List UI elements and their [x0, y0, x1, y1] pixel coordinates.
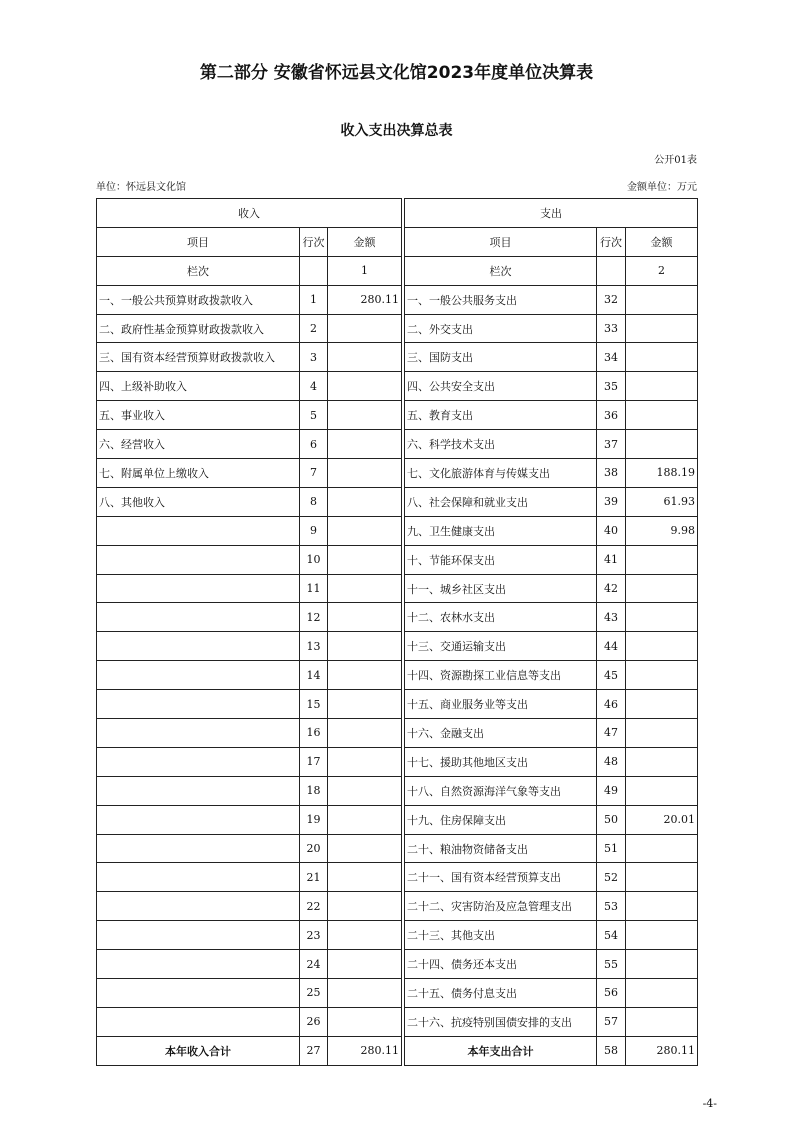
income-item	[97, 603, 300, 632]
table-row	[97, 314, 698, 343]
income-amount	[328, 401, 402, 430]
expense-amount	[626, 690, 698, 719]
expense-row-number: 52	[597, 863, 626, 892]
income-amount	[328, 979, 402, 1008]
income-amount	[328, 834, 402, 863]
expense-amount	[626, 834, 698, 863]
income-amount	[328, 632, 402, 661]
expense-row-number: 54	[597, 921, 626, 950]
header-row-column-index	[97, 256, 698, 285]
income-item: 五、事业收入	[97, 401, 300, 430]
income-item: 八、其他收入	[97, 487, 300, 516]
income-amount: 280.11	[328, 1036, 402, 1065]
income-row-number: 6	[300, 430, 328, 459]
income-amount	[328, 603, 402, 632]
expense-item: 五、教育支出	[405, 401, 597, 430]
income-row-number: 23	[300, 921, 328, 950]
table-title: 收入支出决算总表	[340, 123, 453, 139]
income-amount	[328, 950, 402, 979]
income-item: 三、国有资本经营预算财政拨款收入	[97, 343, 300, 372]
expense-row-number: 36	[597, 401, 626, 430]
expense-item: 十七、援助其他地区支出	[405, 747, 597, 776]
expense-column-label: 栏次	[405, 256, 597, 285]
expense-row-number: 45	[597, 661, 626, 690]
income-row-number: 25	[300, 979, 328, 1008]
income-item	[97, 892, 300, 921]
expense-row-number: 51	[597, 834, 626, 863]
table-row	[97, 690, 698, 719]
expense-item: 十三、交通运输支出	[405, 632, 597, 661]
expense-amount	[626, 776, 698, 805]
expense-amount	[626, 285, 698, 314]
income-amount	[328, 372, 402, 401]
expense-item: 二十二、灾害防治及应急管理支出	[405, 892, 597, 921]
table-row	[97, 661, 698, 690]
income-row-number: 13	[300, 632, 328, 661]
income-amount	[328, 921, 402, 950]
expense-row-number: 39	[597, 487, 626, 516]
expense-item: 十九、住房保障支出	[405, 805, 597, 834]
expense-item: 十六、金融支出	[405, 719, 597, 748]
table-row	[97, 892, 698, 921]
expense-row-number: 49	[597, 776, 626, 805]
expense-amount	[626, 747, 698, 776]
income-row-number: 14	[300, 661, 328, 690]
table-row	[97, 776, 698, 805]
expense-item: 十四、资源勘探工业信息等支出	[405, 661, 597, 690]
income-row-number: 19	[300, 805, 328, 834]
expense-item: 十八、自然资源海洋气象等支出	[405, 776, 597, 805]
income-item	[97, 834, 300, 863]
expense-row-number: 41	[597, 545, 626, 574]
income-item	[97, 719, 300, 748]
income-column-empty	[300, 256, 328, 285]
income-column-index: 1	[328, 256, 402, 285]
income-item	[97, 545, 300, 574]
income-row-number: 24	[300, 950, 328, 979]
income-row-number: 16	[300, 719, 328, 748]
income-row-number: 1	[300, 285, 328, 314]
table-row	[97, 834, 698, 863]
income-item	[97, 921, 300, 950]
expense-row-number: 56	[597, 979, 626, 1008]
expense-row-number: 35	[597, 372, 626, 401]
expense-row-number: 42	[597, 574, 626, 603]
expense-header: 支出	[405, 199, 698, 228]
expense-item: 六、科学技术支出	[405, 430, 597, 459]
income-amount	[328, 487, 402, 516]
expense-amount	[626, 1007, 698, 1036]
income-header: 收入	[97, 199, 402, 228]
income-amount	[328, 516, 402, 545]
income-amount	[328, 719, 402, 748]
income-item	[97, 950, 300, 979]
income-amount: 280.11	[328, 285, 402, 314]
page-number: -4-	[702, 1097, 717, 1110]
income-item	[97, 574, 300, 603]
income-item	[97, 1007, 300, 1036]
expense-row-number: 55	[597, 950, 626, 979]
income-row-number: 22	[300, 892, 328, 921]
income-amount	[328, 661, 402, 690]
expense-amount-header: 金额	[626, 227, 698, 256]
expense-row-number: 32	[597, 285, 626, 314]
table-row	[97, 1007, 698, 1036]
header-row-columns	[97, 227, 698, 256]
expense-amount	[626, 343, 698, 372]
income-column-label: 栏次	[97, 256, 300, 285]
table-row	[97, 516, 698, 545]
income-item: 七、附属单位上缴收入	[97, 459, 300, 488]
header-row-sections	[97, 199, 698, 228]
income-amount	[328, 545, 402, 574]
income-amount	[328, 459, 402, 488]
income-amount	[328, 863, 402, 892]
income-row-number: 20	[300, 834, 328, 863]
expense-row-number: 37	[597, 430, 626, 459]
income-item: 本年收入合计	[97, 1036, 300, 1065]
expense-item: 十、节能环保支出	[405, 545, 597, 574]
expense-amount: 20.01	[626, 805, 698, 834]
expense-rowno-header: 行次	[597, 227, 626, 256]
expense-item: 八、社会保障和就业支出	[405, 487, 597, 516]
expense-item: 七、文化旅游体育与传媒支出	[405, 459, 597, 488]
income-amount	[328, 690, 402, 719]
income-item-header: 项目	[97, 227, 300, 256]
income-item	[97, 632, 300, 661]
expense-row-number: 46	[597, 690, 626, 719]
expense-item: 二十五、债务付息支出	[405, 979, 597, 1008]
income-item: 六、经营收入	[97, 430, 300, 459]
expense-column-index: 2	[626, 256, 698, 285]
income-amount	[328, 314, 402, 343]
income-rowno-header: 行次	[300, 227, 328, 256]
income-row-number: 21	[300, 863, 328, 892]
expense-item: 二十一、国有资本经营预算支出	[405, 863, 597, 892]
table-row	[97, 343, 698, 372]
income-row-number: 4	[300, 372, 328, 401]
expense-item: 一、一般公共服务支出	[405, 285, 597, 314]
income-row-number: 9	[300, 516, 328, 545]
expense-amount	[626, 863, 698, 892]
expense-amount: 9.98	[626, 516, 698, 545]
table-row	[97, 979, 698, 1008]
table-row	[97, 863, 698, 892]
income-amount	[328, 430, 402, 459]
income-row-number: 15	[300, 690, 328, 719]
expense-row-number: 57	[597, 1007, 626, 1036]
income-item	[97, 979, 300, 1008]
expense-item: 本年支出合计	[405, 1036, 597, 1065]
table-row	[97, 401, 698, 430]
expense-amount	[626, 921, 698, 950]
income-row-number: 12	[300, 603, 328, 632]
income-row-number: 18	[300, 776, 328, 805]
expense-amount	[626, 892, 698, 921]
expense-amount	[626, 574, 698, 603]
money-unit-label: 金额单位：万元	[627, 182, 697, 193]
table-row	[97, 747, 698, 776]
income-row-number: 10	[300, 545, 328, 574]
expense-amount: 61.93	[626, 487, 698, 516]
income-amount	[328, 805, 402, 834]
table-row	[97, 805, 698, 834]
expense-amount	[626, 430, 698, 459]
expense-amount	[626, 979, 698, 1008]
income-row-number: 27	[300, 1036, 328, 1065]
income-item: 二、政府性基金预算财政拨款收入	[97, 314, 300, 343]
income-item	[97, 863, 300, 892]
expense-item: 二、外交支出	[405, 314, 597, 343]
expense-row-number: 58	[597, 1036, 626, 1065]
income-row-number: 5	[300, 401, 328, 430]
income-item	[97, 690, 300, 719]
income-row-number: 11	[300, 574, 328, 603]
income-item	[97, 516, 300, 545]
income-row-number: 2	[300, 314, 328, 343]
income-item: 四、上级补助收入	[97, 372, 300, 401]
income-row-number: 7	[300, 459, 328, 488]
expense-row-number: 43	[597, 603, 626, 632]
table-row	[97, 603, 698, 632]
expense-row-number: 48	[597, 747, 626, 776]
expense-item: 十五、商业服务业等支出	[405, 690, 597, 719]
expense-column-empty	[597, 256, 626, 285]
income-amount	[328, 1007, 402, 1036]
income-item	[97, 776, 300, 805]
table-row	[97, 719, 698, 748]
table-row	[97, 950, 698, 979]
income-row-number: 3	[300, 343, 328, 372]
table-row	[97, 487, 698, 516]
expense-row-number: 38	[597, 459, 626, 488]
expense-item: 二十四、债务还本支出	[405, 950, 597, 979]
expense-amount	[626, 545, 698, 574]
expense-amount	[626, 314, 698, 343]
income-amount-header: 金额	[328, 227, 402, 256]
expense-row-number: 44	[597, 632, 626, 661]
table-row	[97, 459, 698, 488]
income-amount	[328, 892, 402, 921]
expense-amount: 280.11	[626, 1036, 698, 1065]
income-amount	[328, 776, 402, 805]
income-amount	[328, 574, 402, 603]
table-row	[97, 921, 698, 950]
income-row-number: 17	[300, 747, 328, 776]
totals-row	[97, 1036, 698, 1065]
expense-item: 九、卫生健康支出	[405, 516, 597, 545]
expense-amount	[626, 719, 698, 748]
income-row-number: 26	[300, 1007, 328, 1036]
expense-amount	[626, 632, 698, 661]
income-amount	[328, 343, 402, 372]
income-item	[97, 805, 300, 834]
expense-item: 二十三、其他支出	[405, 921, 597, 950]
income-amount	[328, 747, 402, 776]
table-code: 公开01表	[654, 155, 697, 166]
page-title: 第二部分 安徽省怀远县文化馆2023年度单位决算表	[199, 63, 594, 83]
unit-label: 单位：怀远县文化馆	[96, 182, 186, 193]
expense-item: 四、公共安全支出	[405, 372, 597, 401]
table-row	[97, 285, 698, 314]
expense-amount	[626, 372, 698, 401]
expense-row-number: 33	[597, 314, 626, 343]
expense-item: 十一、城乡社区支出	[405, 574, 597, 603]
table-row	[97, 545, 698, 574]
expense-amount: 188.19	[626, 459, 698, 488]
expense-item-header: 项目	[405, 227, 597, 256]
expense-amount	[626, 950, 698, 979]
expense-amount	[626, 401, 698, 430]
expense-row-number: 34	[597, 343, 626, 372]
expense-item: 十二、农林水支出	[405, 603, 597, 632]
income-item	[97, 747, 300, 776]
income-item	[97, 661, 300, 690]
income-row-number: 8	[300, 487, 328, 516]
income-item: 一、一般公共预算财政拨款收入	[97, 285, 300, 314]
expense-row-number: 53	[597, 892, 626, 921]
expense-item: 二十、粮油物资储备支出	[405, 834, 597, 863]
expense-row-number: 50	[597, 805, 626, 834]
expense-amount	[626, 603, 698, 632]
table-row	[97, 574, 698, 603]
expense-row-number: 40	[597, 516, 626, 545]
expense-item: 二十六、抗疫特别国债安排的支出	[405, 1007, 597, 1036]
expense-item: 三、国防支出	[405, 343, 597, 372]
income-expense-table	[96, 198, 698, 1066]
table-row	[97, 632, 698, 661]
table-row	[97, 430, 698, 459]
table-row	[97, 372, 698, 401]
expense-row-number: 47	[597, 719, 626, 748]
expense-amount	[626, 661, 698, 690]
